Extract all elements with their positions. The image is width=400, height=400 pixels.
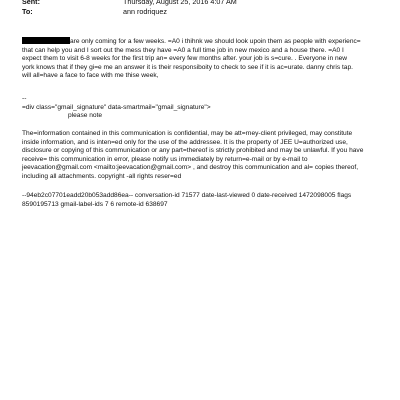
notice-line: The=information contained in this communication is confidential, may be att=rney-client privileged, may constitute: [22, 130, 353, 137]
metadata-line: 8590195713 gmail-label-ids 7 6 remote-id 638697: [22, 200, 168, 208]
notice-line: including all attachments. copyright -all rights reser=ed: [22, 172, 182, 180]
message-body: [22, 37, 374, 81]
sent-label: Sent:: [22, 0, 40, 6]
notice-line: disclosure or copying of this communication or any part=thereof is strictly prohibited and may be unlawful. If you have: [22, 147, 364, 155]
body-line: will all=have a face to face with me thise week,: [22, 72, 159, 80]
please-note: please note: [68, 112, 103, 120]
notice-line: receive= this communication in error, please notify us immediately by return=e-mail or by e-mail to: [22, 155, 308, 163]
message-metadata: [22, 192, 374, 209]
signature-separator: --: [22, 95, 27, 102]
body-line: [22, 37, 374, 47]
to-label: To:: [22, 7, 33, 16]
sent-value: Thursday, August 25, 2016 4:07 AM: [123, 0, 237, 6]
notice-line: jeevacation@gmail.com <mailto:jeevacation@gmail.com> , and destroy this communication and al= copies thereof,: [22, 164, 359, 172]
confidentiality-notice: [22, 130, 374, 182]
redaction-bar: [22, 37, 70, 44]
sent-row: [22, 0, 237, 6]
to-value: ann rodriquez: [123, 7, 167, 16]
body-line: that can help you and I sort out the mess they have =A0 a full time job in new mexico and a house there. =A0 I: [22, 46, 344, 54]
signature-markup: =div class="gmail_signature" data-smartmail="gmail_signature">: [22, 103, 211, 111]
metadata-line: --94eb2c07701eadd20b053add86ea-- conversation-id 71577 date-last-viewed 0 date-received 1472098005 flags: [22, 192, 352, 199]
to-row: [22, 7, 167, 16]
body-line: expect them to visit 6-8 weeks for the first trip an= every few months after. your job is s=cure. . Everyone in new: [22, 55, 348, 63]
body-line: york knows that if they gi=e me an answer it is their responsiboity to check to see if it is ac=urate. danny chris tap.: [22, 63, 353, 71]
signature-block: [22, 95, 374, 121]
body-line-text: are only coming for a few weeks. =A0 i thihnk we should look upoin them as people with experienc=: [70, 38, 361, 45]
notice-line: inside information, and is inten=ed only for the use of the addressee. It is the property of JEE U=authorized use,: [22, 138, 348, 146]
